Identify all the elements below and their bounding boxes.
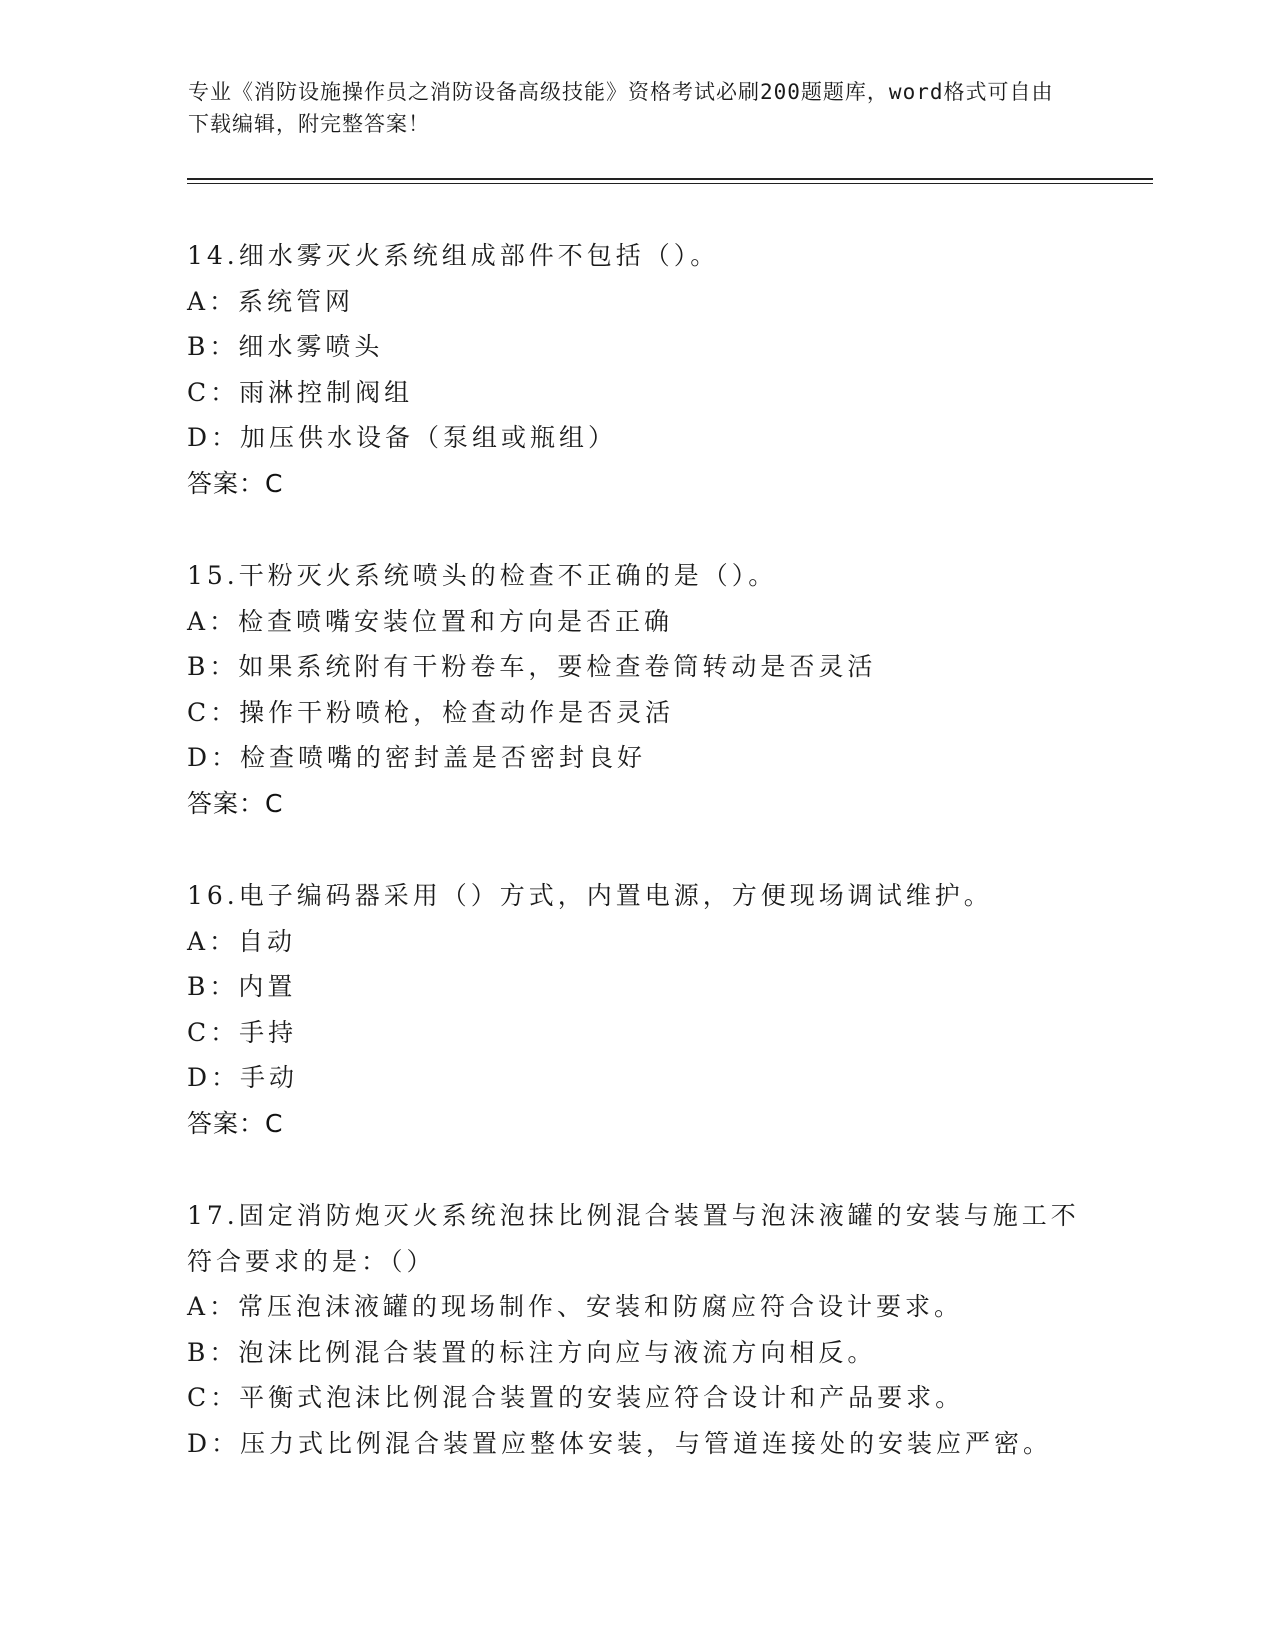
option-b: B：如果系统附有干粉卷车，要检查卷筒转动是否灵活 (187, 652, 877, 681)
option-a: A：检查喷嘴安装位置和方向是否正确 (187, 606, 674, 636)
option-b: B：内置 (187, 972, 297, 1001)
option-c: C：操作干粉喷枪，检查动作是否灵活 (187, 697, 675, 727)
option-d: D：手动 (187, 1063, 299, 1092)
option-c: C：平衡式泡沫比例混合装置的安装应符合设计和产品要求。 (187, 1383, 965, 1412)
answer-line: 答案：C (187, 468, 284, 498)
option-c: C：手持 (187, 1017, 298, 1047)
option-a: A：常压泡沫液罐的现场制作、安装和防腐应符合设计要求。 (187, 1292, 964, 1321)
option-a: A：系统管网 (187, 286, 355, 316)
option-b: B：泡沫比例混合装置的标注方向应与液流方向相反。 (187, 1337, 877, 1367)
option-d: D：检查喷嘴的密封盖是否密封良好 (187, 743, 647, 772)
question-stem: 15.干粉灭火系统喷头的检查不正确的是（）。 (187, 561, 778, 590)
document-header: 专业《消防设施操作员之消防设备高级技能》资格考试必刷200题题库，word格式可自由下载编辑，附完整答案！ (188, 80, 1054, 136)
answer-line: 答案：C (187, 788, 284, 818)
option-d: D：压力式比例混合装置应整体安装，与管道连接处的安装应严密。 (187, 1428, 1053, 1458)
question-17 (187, 1193, 1087, 1466)
question-list (187, 233, 1087, 1513)
question-14 (187, 233, 1087, 506)
question-stem: 14.细水雾灭火系统组成部件不包括（）。 (187, 241, 720, 270)
option-c: C：雨淋控制阀组 (187, 377, 414, 407)
header-divider-thick (187, 178, 1153, 180)
question-15 (187, 553, 1087, 826)
option-a: A：自动 (187, 926, 297, 956)
header-divider-thin (187, 183, 1153, 184)
answer-line: 答案：C (187, 1108, 284, 1138)
question-stem: 17.固定消防炮灭火系统泡抹比例混合装置与泡沫液罐的安装与施工不符合要求的是：（） (187, 1201, 1080, 1276)
question-stem: 16.电子编码器采用（）方式，内置电源，方便现场调试维护。 (187, 881, 993, 910)
question-16 (187, 873, 1087, 1146)
option-d: D：加压供水设备（泵组或瓶组） (187, 423, 618, 452)
option-b: B：细水雾喷头 (187, 332, 384, 361)
